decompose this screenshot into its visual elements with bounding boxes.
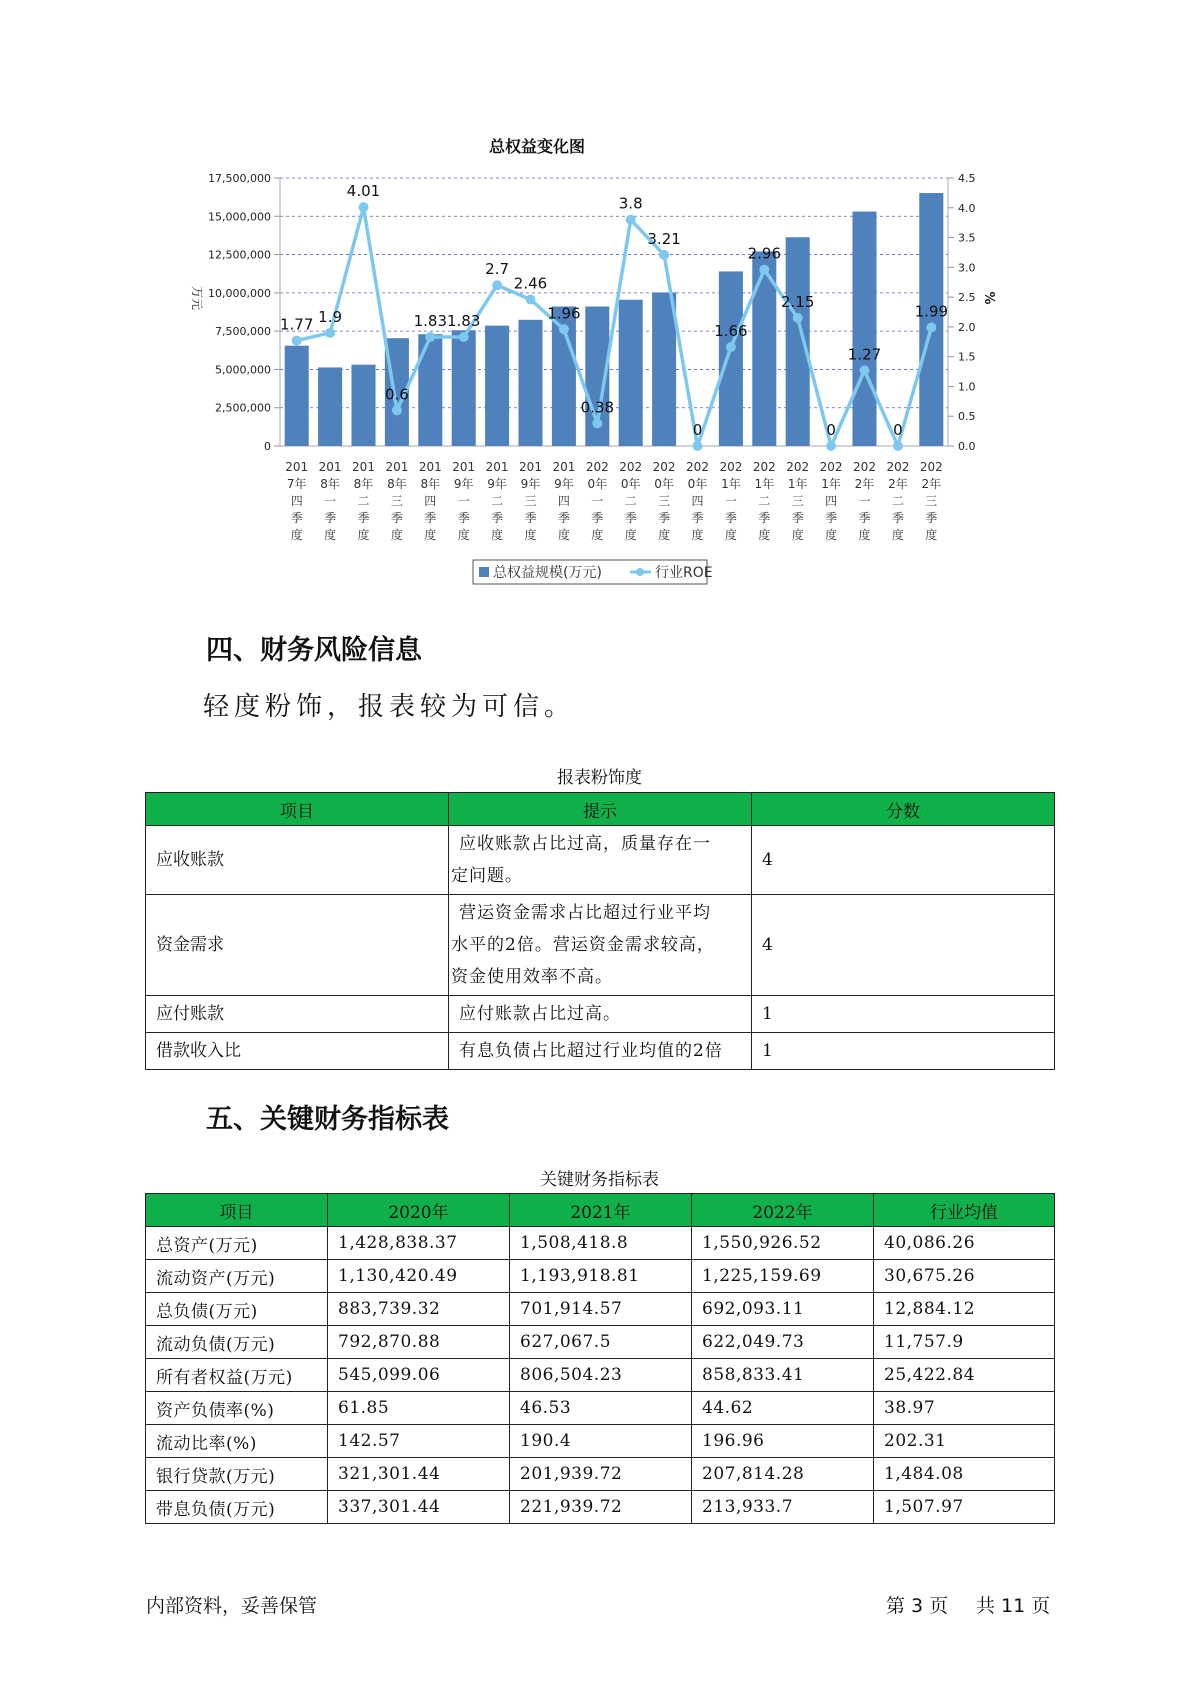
bar bbox=[485, 326, 509, 446]
footer-page-number: 第 3 页 bbox=[886, 1595, 949, 1617]
kpi-item-cell: 所有者权益(万元) bbox=[146, 1359, 328, 1392]
roe-point bbox=[425, 332, 435, 342]
kpi-value-cell: 337,301.44 bbox=[328, 1491, 510, 1524]
x-tick-label: 201 8年四季度 bbox=[418, 460, 442, 542]
kpi-header-cell: 行业均值 bbox=[874, 1194, 1055, 1227]
roe-data-label: 3.21 bbox=[647, 229, 681, 248]
roe-point bbox=[793, 313, 803, 323]
y-tick-label: 10,000,000 bbox=[208, 286, 271, 300]
kpi-value-cell: 213,933.7 bbox=[692, 1491, 874, 1524]
x-tick-label: 202 1年一季度 bbox=[719, 460, 743, 542]
kpi-value-cell: 25,422.84 bbox=[874, 1359, 1055, 1392]
risk-table-row bbox=[146, 895, 1055, 996]
roe-data-label: 0 bbox=[692, 421, 703, 439]
kpi-value-cell: 201,939.72 bbox=[510, 1458, 692, 1491]
roe-data-label: 0 bbox=[893, 421, 903, 439]
roe-point bbox=[392, 405, 402, 415]
y2-tick-label: 4.5 bbox=[958, 172, 976, 185]
risk-tip-line: 应付账款占比过高。 bbox=[459, 1004, 621, 1024]
risk-table-caption: 报表粉饰度 bbox=[557, 768, 642, 788]
risk-tip-line: 营运资金需求占比超过行业平均 bbox=[459, 903, 711, 923]
x-tick-label: 202 2年二季度 bbox=[886, 460, 910, 542]
x-tick-label: 202 1年四季度 bbox=[819, 460, 843, 542]
roe-point bbox=[893, 441, 903, 451]
roe-data-label: 2.96 bbox=[747, 244, 782, 263]
kpi-value-cell: 1,225,159.69 bbox=[692, 1260, 874, 1293]
kpi-value-cell: 1,484.08 bbox=[874, 1458, 1055, 1491]
risk-tip-cell bbox=[449, 1033, 752, 1070]
kpi-item-cell: 总资产(万元) bbox=[146, 1227, 328, 1260]
y2-tick-label: 4.0 bbox=[958, 201, 976, 215]
kpi-item-cell: 流动负债(万元) bbox=[146, 1326, 328, 1359]
kpi-value-cell: 692,093.11 bbox=[692, 1293, 874, 1326]
bar bbox=[351, 365, 375, 446]
risk-item-cell: 应付账款 bbox=[146, 996, 449, 1033]
risk-score-cell: 4 bbox=[752, 826, 1055, 895]
bar bbox=[619, 300, 643, 446]
y-tick-label: 7,500,000 bbox=[215, 325, 271, 339]
risk-header-score: 分数 bbox=[752, 793, 1055, 826]
risk-tip-line: 水平的2倍。营运资金需求较高， bbox=[451, 935, 715, 955]
kpi-value-cell: 61.85 bbox=[328, 1392, 510, 1425]
kpi-value-cell: 627,067.5 bbox=[510, 1326, 692, 1359]
risk-item-cell: 资金需求 bbox=[146, 895, 449, 996]
roe-data-label: 1.9 bbox=[318, 307, 343, 326]
roe-point bbox=[359, 202, 369, 212]
roe-data-label: 3.8 bbox=[618, 194, 643, 213]
y-tick-label: 2,500,000 bbox=[215, 401, 271, 415]
y-tick-label: 15,000,000 bbox=[208, 210, 271, 224]
roe-point bbox=[860, 365, 870, 375]
x-tick-label: 202 2年一季度 bbox=[853, 460, 876, 542]
kpi-value-cell: 46.53 bbox=[510, 1392, 692, 1425]
roe-data-label: 1.66 bbox=[714, 322, 748, 341]
roe-point bbox=[292, 336, 302, 346]
risk-header-item: 项目 bbox=[146, 793, 449, 826]
kpi-table-row bbox=[146, 1458, 1055, 1491]
kpi-item-cell: 资产负债率(%) bbox=[146, 1392, 328, 1425]
y2-tick-label: 3.0 bbox=[958, 261, 976, 275]
kpi-table-row bbox=[146, 1392, 1055, 1425]
roe-data-label: 1.83 bbox=[413, 312, 448, 331]
y-tick-label: 0 bbox=[264, 440, 271, 453]
risk-table-header-row bbox=[146, 793, 1055, 826]
kpi-value-cell: 858,833.41 bbox=[692, 1359, 874, 1392]
roe-data-label: 0.38 bbox=[580, 398, 615, 417]
x-tick-label: 201 9年四季度 bbox=[552, 460, 576, 542]
kpi-item-cell: 流动资产(万元) bbox=[146, 1260, 328, 1293]
roe-data-label: 1.99 bbox=[914, 302, 949, 321]
bar bbox=[786, 237, 810, 446]
kpi-table-row bbox=[146, 1260, 1055, 1293]
roe-data-label: 1.77 bbox=[279, 315, 314, 334]
x-tick-label: 201 8年二季度 bbox=[352, 460, 375, 542]
y2-tick-label: 2.5 bbox=[958, 291, 976, 305]
roe-point bbox=[492, 280, 502, 290]
x-tick-label: 201 8年一季度 bbox=[318, 460, 342, 542]
x-tick-label: 202 0年一季度 bbox=[585, 460, 609, 542]
risk-score-cell: 4 bbox=[752, 895, 1055, 996]
kpi-value-cell: 142.57 bbox=[328, 1425, 510, 1458]
risk-score-cell: 1 bbox=[752, 1033, 1055, 1070]
kpi-value-cell: 12,884.12 bbox=[874, 1293, 1055, 1326]
roe-data-label: 4.01 bbox=[346, 182, 381, 201]
roe-data-label: 0.6 bbox=[384, 385, 409, 404]
kpi-table-row bbox=[146, 1227, 1055, 1260]
x-tick-label: 202 0年四季度 bbox=[686, 460, 709, 542]
risk-tip-cell bbox=[449, 895, 752, 996]
kpi-value-cell: 221,939.72 bbox=[510, 1491, 692, 1524]
kpi-value-cell: 321,301.44 bbox=[328, 1458, 510, 1491]
kpi-value-cell: 1,508,418.8 bbox=[510, 1227, 692, 1260]
y-tick-label: 5,000,000 bbox=[215, 363, 271, 377]
risk-tip-cell bbox=[449, 996, 752, 1033]
y2-tick-label: 1.5 bbox=[958, 350, 976, 364]
roe-data-label: 0 bbox=[826, 421, 836, 439]
bar bbox=[285, 346, 309, 446]
roe-data-label: 2.15 bbox=[780, 292, 815, 311]
kpi-table-caption: 关键财务指标表 bbox=[540, 1170, 659, 1190]
risk-table-row bbox=[146, 826, 1055, 895]
roe-data-label: 1.27 bbox=[847, 345, 882, 364]
risk-tip-line: 资金使用效率不高。 bbox=[451, 967, 613, 987]
equity-chart bbox=[175, 130, 1005, 600]
footer-confidential-note: 内部资料，妥善保管 bbox=[146, 1595, 318, 1617]
kpi-value-cell: 30,675.26 bbox=[874, 1260, 1055, 1293]
y-tick-label: 17,500,000 bbox=[208, 172, 271, 185]
x-tick-label: 202 0年二季度 bbox=[619, 460, 643, 542]
kpi-header-cell: 2020年 bbox=[328, 1194, 510, 1227]
kpi-header-cell: 项目 bbox=[146, 1194, 328, 1227]
bar bbox=[652, 292, 676, 446]
roe-point bbox=[559, 324, 569, 334]
kpi-item-cell: 带息负债(万元) bbox=[146, 1491, 328, 1524]
chart-title: 总权益变化图 bbox=[488, 137, 586, 156]
kpi-value-cell: 38.97 bbox=[874, 1392, 1055, 1425]
risk-tip-line: 定问题。 bbox=[451, 866, 523, 886]
kpi-value-cell: 1,550,926.52 bbox=[692, 1227, 874, 1260]
kpi-table-row bbox=[146, 1293, 1055, 1326]
risk-table bbox=[145, 792, 1055, 1070]
kpi-item-cell: 总负债(万元) bbox=[146, 1293, 328, 1326]
roe-point bbox=[626, 215, 636, 225]
footer-total-pages: 共 11 页 bbox=[976, 1595, 1051, 1617]
kpi-table bbox=[145, 1193, 1055, 1524]
kpi-value-cell: 1,130,420.49 bbox=[328, 1260, 510, 1293]
kpi-item-cell: 流动比率(%) bbox=[146, 1425, 328, 1458]
roe-point bbox=[659, 250, 669, 260]
x-tick-label: 201 9年一季度 bbox=[452, 460, 476, 542]
risk-tip-line: 应收账款占比过高，质量存在一 bbox=[459, 834, 711, 854]
bar bbox=[452, 330, 476, 446]
legend-bar-swatch bbox=[479, 567, 489, 577]
kpi-value-cell: 207,814.28 bbox=[692, 1458, 874, 1491]
y2-tick-label: 1.0 bbox=[958, 380, 976, 394]
risk-item-cell: 借款收入比 bbox=[146, 1033, 449, 1070]
bar bbox=[719, 271, 743, 446]
legend-equity-label: 总权益规模(万元) bbox=[493, 565, 602, 581]
roe-point bbox=[526, 294, 536, 304]
risk-item-cell: 应收账款 bbox=[146, 826, 449, 895]
kpi-value-cell: 701,914.57 bbox=[510, 1293, 692, 1326]
roe-point bbox=[592, 418, 602, 428]
kpi-table-row bbox=[146, 1326, 1055, 1359]
roe-point bbox=[325, 328, 335, 338]
legend-line-marker bbox=[636, 568, 644, 576]
roe-data-label: 2.46 bbox=[513, 274, 548, 293]
kpi-value-cell: 44.62 bbox=[692, 1392, 874, 1425]
kpi-section-heading: 五、关键财务指标表 bbox=[206, 1104, 449, 1135]
y2-tick-label: 0.5 bbox=[958, 410, 976, 424]
kpi-value-cell: 792,870.88 bbox=[328, 1326, 510, 1359]
y-axis-title: 万元 bbox=[190, 285, 204, 311]
y2-tick-label: 3.5 bbox=[958, 231, 976, 245]
x-tick-label: 201 9年二季度 bbox=[485, 460, 509, 542]
kpi-value-cell: 883,739.32 bbox=[328, 1293, 510, 1326]
risk-header-tip: 提示 bbox=[449, 793, 752, 826]
roe-point bbox=[759, 265, 769, 275]
roe-data-label: 1.96 bbox=[547, 304, 581, 323]
risk-tip-cell bbox=[449, 826, 752, 895]
roe-point bbox=[459, 332, 469, 342]
risk-summary: 轻度粉饰，报表较为可信。 bbox=[203, 692, 576, 722]
x-tick-label: 201 8年三季度 bbox=[385, 460, 409, 542]
x-tick-label: 202 2年三季度 bbox=[919, 460, 943, 542]
y2-tick-label: 0.0 bbox=[958, 440, 976, 453]
kpi-value-cell: 190.4 bbox=[510, 1425, 692, 1458]
bar bbox=[418, 334, 442, 446]
kpi-value-cell: 40,086.26 bbox=[874, 1227, 1055, 1260]
x-tick-label: 202 1年二季度 bbox=[752, 460, 776, 542]
legend-roe-label: 行业ROE bbox=[655, 565, 713, 581]
roe-data-label: 2.7 bbox=[485, 260, 510, 279]
kpi-value-cell: 196.96 bbox=[692, 1425, 874, 1458]
kpi-item-cell: 银行贷款(万元) bbox=[146, 1458, 328, 1491]
y-tick-label: 12,500,000 bbox=[208, 248, 271, 262]
bar bbox=[852, 212, 876, 446]
kpi-value-cell: 622,049.73 bbox=[692, 1326, 874, 1359]
kpi-table-row bbox=[146, 1425, 1055, 1458]
roe-data-label: 1.83 bbox=[446, 312, 481, 331]
kpi-table-header-row bbox=[146, 1194, 1055, 1227]
roe-point bbox=[693, 441, 703, 451]
y2-axis-title: % bbox=[981, 291, 996, 305]
x-tick-label: 201 7年四季度 bbox=[285, 460, 309, 542]
kpi-value-cell: 1,428,838.37 bbox=[328, 1227, 510, 1260]
x-tick-label: 201 9年三季度 bbox=[519, 460, 542, 542]
risk-score-cell: 1 bbox=[752, 996, 1055, 1033]
roe-point bbox=[826, 441, 836, 451]
roe-point bbox=[726, 342, 736, 352]
kpi-value-cell: 1,193,918.81 bbox=[510, 1260, 692, 1293]
risk-table-row bbox=[146, 1033, 1055, 1070]
kpi-table-row bbox=[146, 1491, 1055, 1524]
x-tick-label: 202 1年三季度 bbox=[786, 460, 810, 542]
risk-table-row bbox=[146, 996, 1055, 1033]
y2-tick-label: 2.0 bbox=[958, 320, 976, 334]
kpi-header-cell: 2021年 bbox=[510, 1194, 692, 1227]
kpi-table-row bbox=[146, 1359, 1055, 1392]
roe-point bbox=[926, 322, 936, 332]
kpi-value-cell: 1,507.97 bbox=[874, 1491, 1055, 1524]
x-tick-label: 202 0年三季度 bbox=[652, 460, 676, 542]
risk-section-heading: 四、财务风险信息 bbox=[206, 635, 422, 666]
bar bbox=[318, 367, 342, 446]
kpi-value-cell: 202.31 bbox=[874, 1425, 1055, 1458]
kpi-value-cell: 806,504.23 bbox=[510, 1359, 692, 1392]
bar bbox=[518, 320, 542, 446]
risk-tip-line: 有息负债占比超过行业均值的2倍 bbox=[459, 1041, 723, 1061]
kpi-value-cell: 545,099.06 bbox=[328, 1359, 510, 1392]
kpi-header-cell: 2022年 bbox=[692, 1194, 874, 1227]
kpi-value-cell: 11,757.9 bbox=[874, 1326, 1055, 1359]
